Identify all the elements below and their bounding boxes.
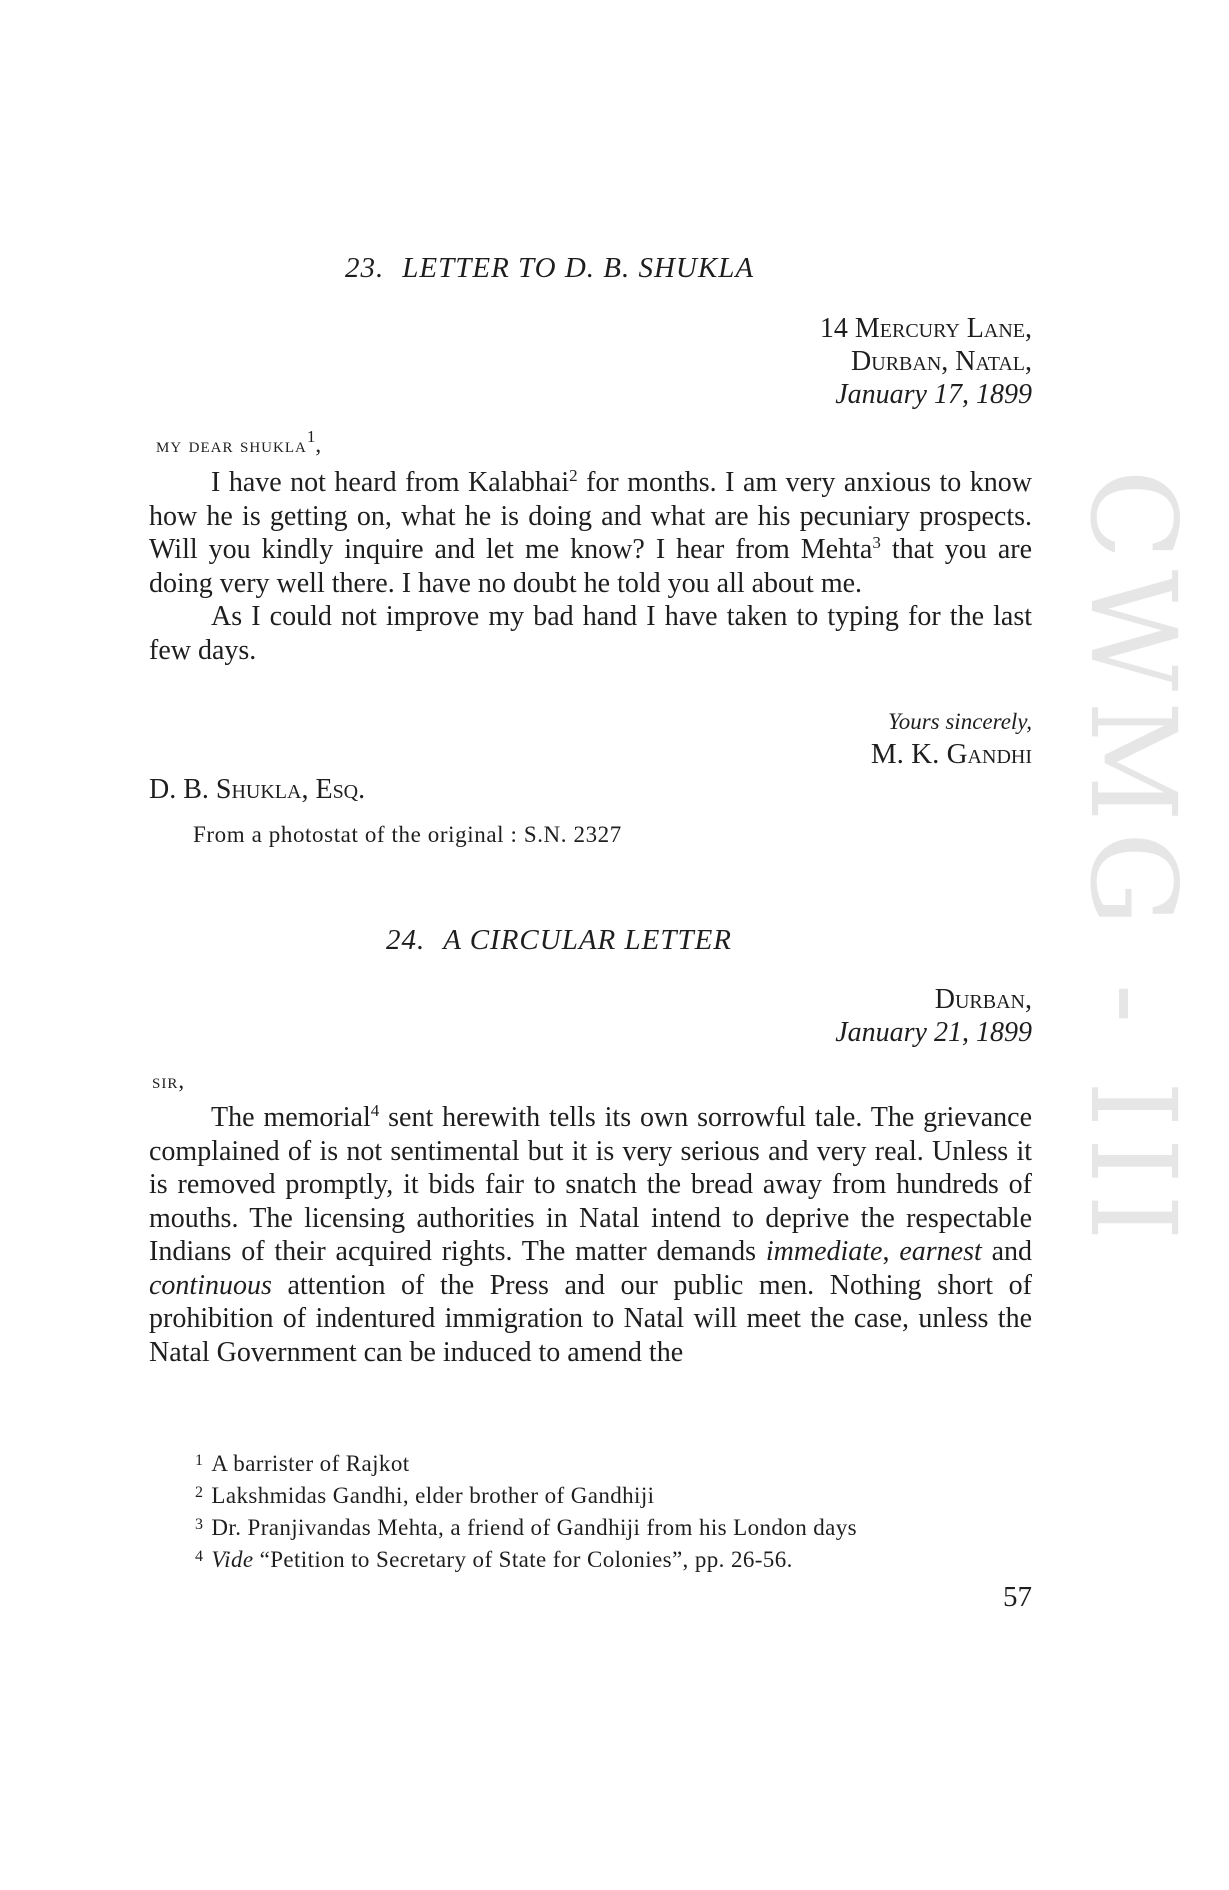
signature: M. K. Gandhi: [870, 738, 1032, 770]
letter-24-place: Durban,: [934, 984, 1032, 1015]
letter-23-paragraph-1: I have not heard from Kalabhai$^2$ for months. I am very anxious to know how he is getting on, what he is doing and what are his pecuniary prospects. Will you kindly inquire and let me know? I hear from Mehta$^3$ that you are doing very well there. I have no doubt he told you all about me.: [149, 466, 1032, 599]
letter-24-salutation: sir,: [152, 1068, 185, 1093]
letter-23-number: 23.: [345, 252, 385, 284]
watermark: CWMG - III: [1064, 469, 1202, 1251]
letter-23-date: January 17, 1899: [835, 379, 1032, 410]
footnote-ref-2: 2: [569, 466, 578, 485]
footnote-ref-3: 3: [872, 533, 881, 552]
address-line-1: 14 Mercury Lane,: [819, 313, 1032, 344]
footnote-1: $^1$ A barrister of Rajkot: [195, 1451, 410, 1476]
letter-24-heading: [386, 924, 732, 957]
footnote-ref-1: 1: [306, 427, 316, 446]
letter-24-title: A CIRCULAR LETTER: [443, 924, 733, 956]
letter-24-body: [149, 1101, 1032, 1369]
letter-23-address: [820, 312, 1032, 411]
address-line-2: Durban, Natal,: [851, 346, 1032, 377]
closing: Yours sincerely,: [888, 709, 1032, 734]
footnote-2: $^2$ Lakshmidas Gandhi, elder brother of Gandhiji: [195, 1483, 655, 1508]
letter-23-paragraph-2: As I could not improve my bad hand I have taken to typing for the last few days.: [149, 601, 1032, 666]
letter-23-body: [149, 466, 1032, 667]
letter-23-heading: [345, 252, 754, 285]
letter-24-date: January 21, 1899: [835, 1017, 1032, 1048]
letter-24-number: 24.: [386, 924, 426, 956]
source-note: From a photostat of the original : S.N. 2327: [193, 822, 622, 847]
letter-24-dateline: [835, 983, 1032, 1049]
footnotes: [195, 1446, 857, 1574]
footnote-ref-4: 4: [370, 1101, 380, 1120]
letter-24-paragraph: The memorial$^4$ sent herewith tells its own sorrowful tale. The grievance complained of is not sentimental but it is very serious and very real. Unless it is removed promptly, it bids fair to snatch the bread away from hundreds of mouths. The licensing authorities in Natal intend to deprive the respectable Indians of their acquired rights. The matter demands immediate, earnest and continuous attention of the Press and our public men. Nothing short of prohibition of indentured immigration to Natal will meet the case, unless the Natal Government can be induced to amend the: [149, 1101, 1032, 1368]
footnote-4: $^4$ Vide “Petition to Secretary of State for Colonies”, pp. 26-56.: [195, 1547, 793, 1572]
footnote-3: $^3$ Dr. Pranjivandas Mehta, a friend of Gandhiji from his London days: [195, 1515, 858, 1540]
addressee: D. B. Shukla, Esq.: [149, 774, 366, 805]
letter-23-salutation: my dear shukla$^1$,: [156, 427, 322, 457]
page-number: 57: [1003, 1581, 1032, 1613]
letter-23-title: LETTER TO D. B. SHUKLA: [402, 252, 755, 284]
